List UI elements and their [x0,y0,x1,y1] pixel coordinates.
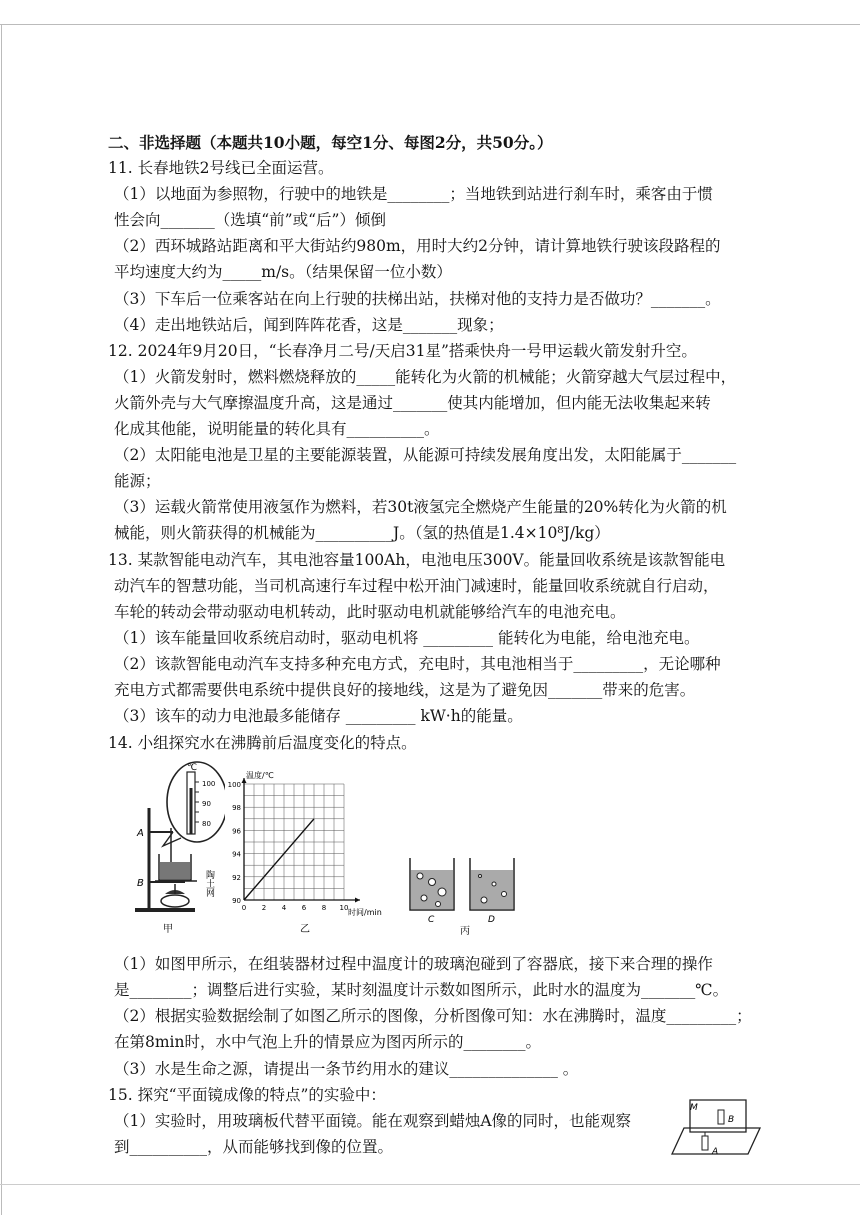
q14-part1-line2: 是________；调整后进行实验，某时刻温度计示数如图所示，此时水的温度为_______℃。 [114,981,729,999]
beaker-d-label: D [488,915,495,925]
q14-part2-line2: 在第8min时，水中气泡上升的情景应为图丙所示的________。 [114,1033,542,1051]
figure-jia-apparatus [125,758,225,936]
clay-mesh-label: 陶土网 [204,870,214,897]
y-tick-label: 96 [232,827,241,836]
q13-text-line3: 车轮的转动会带动驱动电机转动，此时驱动电机就能够给汽车的电池充电。 [114,603,626,621]
q13-title: 13. 某款智能电动汽车，其电池容量100Ah，电池电压300V。能量回收系统是该款智能电 [108,551,726,569]
q11-part3: （3）下车后一位乘客站在向上行驶的扶梯出站，扶梯对他的支持力是否做功？_______。 [114,290,721,308]
x-tick-label: 4 [281,904,287,912]
figure-bing-beakers [404,852,524,936]
x-tick-label: 10 [339,904,349,912]
x-tick-label: 0 [241,904,247,912]
q11-part4: （4）走出地铁站后，闻到阵阵花香，这是_______现象； [114,316,504,334]
figure-yi-label: 乙 [300,924,310,934]
series-line [244,819,314,900]
mirror-label-m: M [690,1103,698,1113]
q15-part1-line1: （1）实验时，用玻璃板代替平面镜。能在观察到蜡烛A像的同时，也能观察 [114,1112,632,1130]
q11-part2-line1: （2）西环城路站距离和平大街站约980m，用时大约2分钟，请计算地铁行驶该段路程的 [114,237,721,255]
x-axis-arrow [355,898,360,903]
chart-series [244,819,314,900]
thermometer-scale-100: 100 [202,780,216,788]
candle-label-b: B [728,1115,735,1125]
x-tick-label: 8 [321,904,327,912]
thermometer-unit: ℃ [187,763,198,773]
figure-yi-chart [222,766,397,934]
thermometer-scale-80: 80 [202,820,211,828]
q12-title: 12. 2024年9月20日，“长春净月二号/天启31星”搭乘快舟一号甲运载火箭发射升空。 [108,342,697,360]
q14-part1-line1: （1）如图甲所示，在组装器材过程中温度计的玻璃泡碰到了容器底，接下来合理的操作 [114,955,713,973]
q13-text-line2: 动汽车的智慧功能，当司机高速行车过程中松开油门减速时，能量回收系统就自行启动， [114,577,719,595]
beaker-c-icon [410,858,454,910]
beaker-c-label: C [428,915,435,925]
candle-a-icon [702,1132,708,1150]
q12-part1-line1: （1）火箭发射时，燃料燃烧释放的_____能转化为火箭的机械能；火箭穿越大气层过程中， [114,368,737,386]
section-header: 二、非选择题（本题共10小题，每空1分、每图2分，共50分。） [108,133,553,152]
chart-y-tick-labels [228,781,242,905]
q12-part3-line2: 械能，则火箭获得的机械能为__________J。（氢的热值是1.4×10⁸J/kg） [114,524,610,542]
chart-x-tick-labels [242,904,349,912]
y-tick-label: 90 [232,897,241,905]
stand-rod-icon [135,808,195,910]
page-bottom-edge [0,1184,860,1185]
q11-part1-line1: （1）以地面为参照物，行驶中的地铁是________；当地铁到站进行刹车时，乘客由于惯 [114,185,713,203]
thermometer-scale-90: 90 [202,800,211,808]
y-tick-label: 94 [232,850,241,859]
q12-part3-line1: （3）运载火箭常使用液氢作为燃料，若30t液氢完全燃烧产生能量的20%转化为火箭的机 [114,498,727,516]
q13-part2-line1: （2）该款智能电动汽车支持多种充电方式，充电时，其电池相当于_________，无论哪种 [114,655,721,673]
clamp-label-a: A [137,828,144,839]
chart-x-axis-label: 时间/min [348,908,382,917]
q14-part2-line1: （2）根据实验数据绘制了如图乙所示的图像，分析图像可知：水在沸腾时，温度_________； [114,1007,752,1025]
q11-title: 11. 长春地铁2号线已全面运营。 [108,159,334,177]
q12-part2-line2: 能源； [114,472,161,490]
candle-label-a: A [712,1147,719,1157]
figure-plane-mirror [666,1094,762,1160]
q15-title: 15. 探究“平面镜成像的特点”的实验中： [108,1086,386,1104]
page-top-edge [0,24,860,25]
q11-part1-line2: 性会向_______（选填“前”或“后”）倾倒 [114,211,386,229]
q12-part2-line1: （2）太阳能电池是卫星的主要能源装置，从能源可持续发展角度出发，太阳能属于_______ [114,446,737,464]
y-tick-label: 100 [227,781,241,789]
beaker-d-icon [470,858,514,910]
q12-part1-line2: 火箭外壳与大气摩擦温度升高，这是通过_______使其内能增加，但内能无法收集起来转 [114,394,711,412]
q11-part2-line2: 平均速度大约为_____m/s。（结果保留一位小数） [114,263,452,281]
x-tick-label: 2 [261,904,267,912]
y-tick-label: 98 [232,804,241,813]
q13-part1: （1）该车能量回收系统启动时，驱动电机将 _________ 能转化为电能，给电池充电。 [114,629,700,647]
candle-b-icon [718,1110,724,1124]
page-left-edge [1,24,2,1215]
alcohol-lamp-icon [161,884,189,907]
thermometer-scale-icon [187,772,199,834]
ring-label-b: B [137,878,144,889]
chart-y-axis-label: 温度/℃ [246,771,274,780]
x-tick-label: 6 [301,904,307,912]
q14-title: 14. 小组探究水在沸腾前后温度变化的特点。 [108,734,417,752]
q13-part2-line2: 充电方式都需要供电系统中提供良好的接地线，这是为了避免因_______带来的危害。 [114,681,696,699]
figure-jia-label: 甲 [163,924,173,935]
figure-bing-label: 丙 [460,926,470,936]
q13-part3: （3）该车的动力电池最多能储存 _________ kW·h的能量。 [114,707,523,725]
chart-axes [242,778,361,903]
q14-part3: （3）水是生命之源，请提出一条节约用水的建议______________ 。 [114,1060,579,1078]
y-tick-label: 92 [232,873,241,882]
q12-part1-line3: 化成其他能，说明能量的转化具有__________。 [114,420,440,438]
q15-part1-line2: 到__________，从而能够找到像的位置。 [114,1138,394,1156]
